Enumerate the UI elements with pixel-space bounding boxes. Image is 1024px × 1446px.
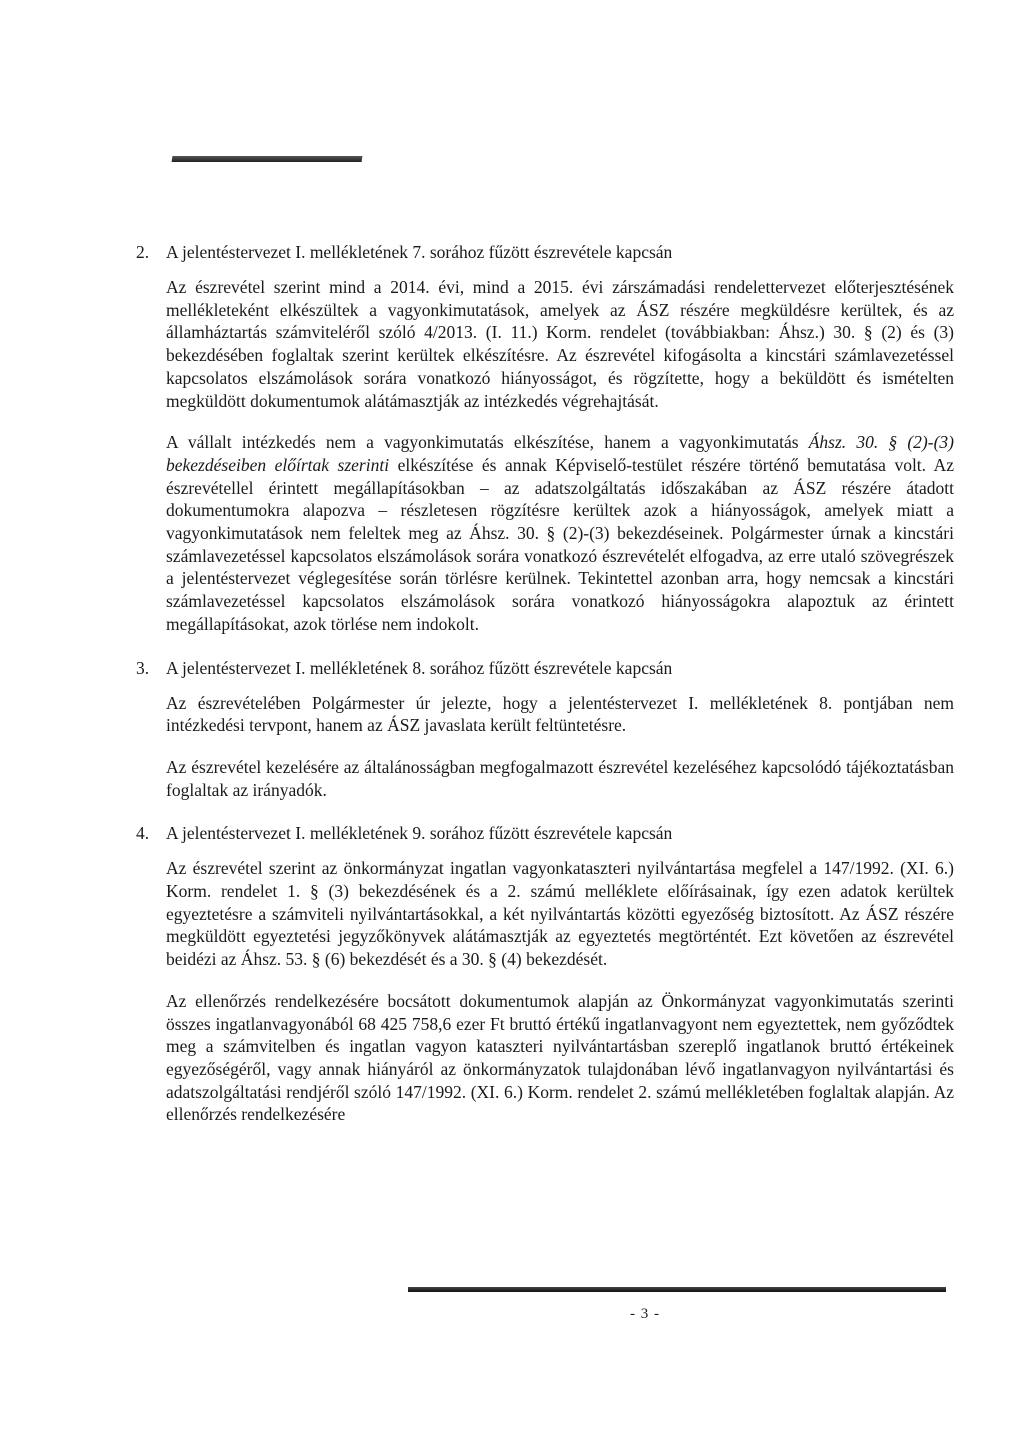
paragraph: Az észrevétel szerint mind a 2014. évi, mind a 2015. évi zárszámadási rendelettervezet előterjesztésének mellékleteként elkészültek a vagyonkimutatások, amelyek az ÁSZ részére megküldésre kerültek, és az államháztartás számviteléről szóló 4/2013. (I. 11.) Korm. rendelet (továbbiakban: Áhsz.) 30. § (2) és (3) bekezdésében foglaltak szerint kerültek elkészítésre. Az észrevétel kifogásolta a kincstári számlavezetéssel kapcsolatos elszámolások sorára vonatkozó hiányosságot, és rögzítette, hogy a beküldött és ismételten megküldött dokumentumok alátámasztják az intézkedés végrehajtását. [166,277,954,411]
paragraph-text: elkészítése és annak Képviselő-testület részére történő bemutatása volt. Az észrevétellel érintett megállapításokban – az adatszolgáltatás időszakában az ÁSZ részére átadott dokumentumokra alapozva – részletesen rögzítésre kerültek azok a hiányosságok, amelyek miatt a vagyonkimutatások nem feleltek meg az Áhsz. 30. § (2)-(3) bekezdéseinek. Polgármester úrnak a kincstári számlavezetéssel kapcsolatos elszámolások sorára vonatkozó észrevételét elfogadva, az erre utaló szövegrészek a jelentéstervezet véglegesítése során törlésre kerülnek. Tekintettel azonban arra, hogy nemcsak a kincstári számlavezetéssel kapcsolatos elszámolások sorára vonatkozó hiányosságokra alapoztuk az érintett megállapításokat, azok törlése nem indokolt. [166,454,954,634]
section-title: A jelentéstervezet I. mellékletének 7. sorához fűzött észrevétele kapcsán [166,242,673,262]
paragraph [166,431,954,635]
paragraph: Az észrevételében Polgármester úr jelezte, hogy a jelentéstervezet I. mellékletének 8. pontjában nem intézkedési tervpont, hanem az ÁSZ javaslata került feltüntetésre. [166,692,954,736]
paragraph: Az észrevétel kezelésére az általánosságban megfogalmazott észrevétel kezeléséhez kapcsolódó tájékoztatásban foglaltak az irányadók. [166,756,954,800]
section-number: 3. [136,657,150,678]
section-2 [136,240,956,636]
paragraph: Az ellenőrzés rendelkezésére bocsátott dokumentumok alapján az Önkormányzat vagyonkimutatás szerinti összes ingatlanvagyonából 68 425 758,6 ezer Ft bruttó értékű ingatlanvagyont nem egyeztettek, nem győződtek meg a számvitelben és ingatlan vagyon kataszteri nyilvántartásban szereplő ingatlanok bruttó értékeinek egyezőségéről, vagy annak hiányáról az önkormányzatok tulajdonában lévő ingatlanvagyon nyilvántartási és adatszolgáltatási rendjéről szóló 147/1992. (XI. 6.) Korm. rendelet 2. számú mellékletében foglaltak alapján. Az ellenőrzés rendelkezésére [166,990,954,1125]
section-body [166,276,954,636]
section-heading [136,656,956,680]
header-rule [172,156,363,162]
section-body [166,857,954,1126]
paragraph-text: A vállalt intézkedés nem a vagyonkimutatás elkészítése, hanem a vagyonkimutatás [166,432,809,453]
paragraph: Az észrevétel szerint az önkormányzat ingatlan vagyonkataszteri nyilvántartása megfelel a 147/1992. (XI. 6.) Korm. rendelet 1. § (3) bekezdésének és a 2. számú melléklete előírásainak, így ezen adatok kerültek egyeztetésre a számviteli nyilvántartásokkal, a két nyilvántartás közötti egyezőség biztosított. Az ÁSZ részére megküldött egyeztetési jegyzőkönyvek alátámasztják az egyeztetés megtörténtét. Ezt követően az észrevétel beidézi az Áhsz. 53. § (6) bekezdését és a 30. § (4) bekezdését. [166,858,954,970]
section-4 [136,821,956,1126]
paragraph-italic-text: Áhsz. 30. § (2)-(3) bekezdéseiben előírtak szerinti [166,432,954,475]
section-heading [136,240,956,264]
section-heading [136,821,956,845]
section-number: 2. [136,242,150,262]
document-body [136,240,956,1145]
section-body [166,692,954,802]
section-title: A jelentéstervezet I. mellékletének 8. sorához fűzött észrevétele kapcsán [166,657,673,678]
footer-rule [408,1287,946,1292]
page-number: - 3 - [630,1306,660,1322]
section-3 [136,656,956,802]
section-title: A jelentéstervezet I. mellékletének 9. sorához fűzött észrevétele kapcsán [166,823,673,844]
section-number: 4. [136,823,150,844]
